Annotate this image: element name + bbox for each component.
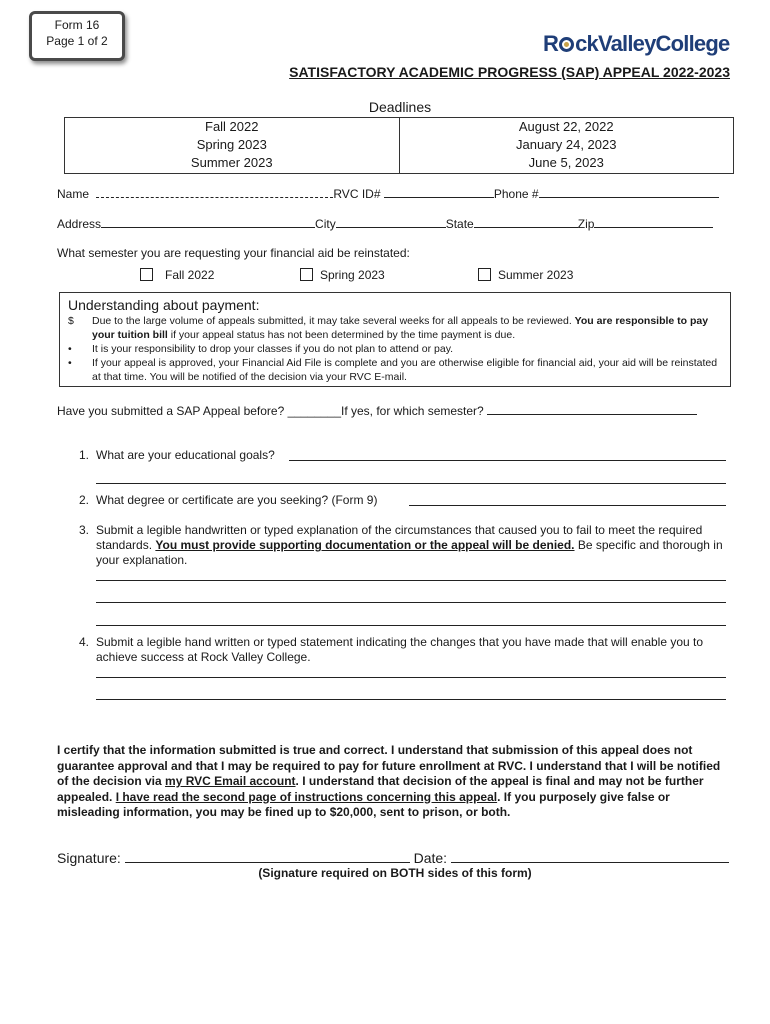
prior-appeal-question: Have you submitted a SAP Appeal before? ________: [57, 404, 341, 418]
phone-label: Phone #: [493, 187, 539, 201]
dollar-icon: $: [68, 315, 74, 327]
checkbox[interactable]: [478, 268, 491, 281]
list-item: • If your appeal is approved, your Financial Aid File is complete and you are otherwise eligible for financial aid, your aid will be reinstated at that time. You will be notified of the decision via your RVC E-mail.: [68, 357, 718, 383]
page-number: Page 1 of 2: [46, 34, 108, 48]
answer-line[interactable]: [96, 677, 726, 678]
certification-statement: I certify that the information submitted is true and correct. I understand that submission of this appeal does not guarantee approval and that I may be required to pay for future enrollment at RVC. I understand that I will be notified of the decision via my RVC Email account. I understand that decision of the appeal is final and may not be further appealed. I have read the second page of instructions concerning this appeal. If you purposely give false or misleading information, you may be fined up to $20,000, sent to prison, or both.: [57, 743, 721, 819]
answer-line[interactable]: [96, 580, 726, 581]
deadlines-heading: Deadlines: [368, 99, 432, 115]
address-label: Address: [57, 217, 102, 231]
prior-semester-field[interactable]: [487, 403, 697, 415]
state-label: State: [445, 217, 474, 231]
rvc-id-field[interactable]: [384, 186, 494, 198]
address-fields-row: [57, 216, 726, 231]
bullet-icon: •: [68, 343, 72, 355]
city-field[interactable]: [336, 216, 446, 228]
form-number-box: [29, 11, 125, 61]
question-2: 2. What degree or certificate are you seeking? (Form 9): [79, 493, 378, 507]
date-field[interactable]: [451, 849, 729, 863]
state-field[interactable]: [474, 216, 578, 228]
bullet-icon: •: [68, 357, 72, 369]
summer-2023-option[interactable]: Summer 2023: [478, 268, 573, 282]
list-item: • It is your responsibility to drop your classes if you do not plan to attend or pay.: [68, 343, 454, 355]
prior-semester-label: If yes, for which semester?: [341, 404, 484, 418]
signature-row: [57, 849, 729, 866]
answer-line[interactable]: [96, 699, 726, 700]
deadline-date: August 22, 2022 January 24, 2023 June 5, 2023: [399, 118, 734, 174]
rvc-id-label: RVC ID#: [333, 187, 381, 201]
logo-rock-icon: [559, 37, 574, 52]
form-number: Form 16: [54, 18, 100, 32]
spring-2023-option[interactable]: Spring 2023: [300, 268, 385, 282]
name-field[interactable]: [96, 186, 333, 198]
answer-line[interactable]: [409, 505, 726, 506]
prior-appeal-row: [57, 403, 726, 418]
payment-notice-box: [59, 292, 731, 387]
name-label: Name: [57, 187, 90, 201]
answer-line[interactable]: [96, 483, 726, 484]
answer-line[interactable]: [289, 460, 726, 461]
signature-field[interactable]: [125, 849, 410, 863]
zip-label: Zip: [577, 217, 595, 231]
zip-field[interactable]: [594, 216, 713, 228]
fall-2022-option[interactable]: Fall 2022: [140, 268, 214, 282]
deadline-term: Fall 2022 Spring 2023 Summer 2023: [65, 118, 400, 174]
semester-question: What semester you are requesting your financial aid be reinstated:: [57, 246, 410, 260]
city-label: City: [315, 217, 336, 231]
answer-line[interactable]: [96, 625, 726, 626]
deadlines-table: [64, 117, 734, 174]
question-4: 4. Submit a legible hand written or typed statement indicating the changes that you have made that will enable you to achieve success at Rock Valley College.: [79, 635, 704, 664]
answer-line[interactable]: [96, 602, 726, 603]
checkbox[interactable]: [140, 268, 153, 281]
list-item: $ Due to the large volume of appeals submitted, it may take several weeks for all appeals to be reviewed. You are responsible to pay your tuition bill if your appeal status has not been determined by the time payment is due.: [68, 315, 709, 341]
table-row: [65, 118, 734, 174]
phone-field[interactable]: [539, 186, 719, 198]
payment-notice-title: Understanding about payment:: [68, 297, 260, 313]
college-logo: R ckValleyCollege: [543, 31, 730, 56]
checkbox[interactable]: [300, 268, 313, 281]
question-3: 3. Submit a legible handwritten or typed explanation of the circumstances that caused you to fail to meet the required standards. You must provide supporting documentation or the appeal will be denied. Be specific and thorough in your explanation.: [79, 523, 723, 567]
address-field[interactable]: [101, 216, 315, 228]
date-label: Date:: [413, 850, 448, 866]
signature-label: Signature:: [57, 850, 121, 866]
question-1: 1. What are your educational goals?: [79, 448, 275, 462]
page-title: SATISFACTORY ACADEMIC PROGRESS (SAP) APPEAL 2022-2023: [289, 64, 730, 80]
identity-fields-row: [57, 186, 726, 201]
signature-note: (Signature required on BOTH sides of this form): [258, 866, 532, 880]
